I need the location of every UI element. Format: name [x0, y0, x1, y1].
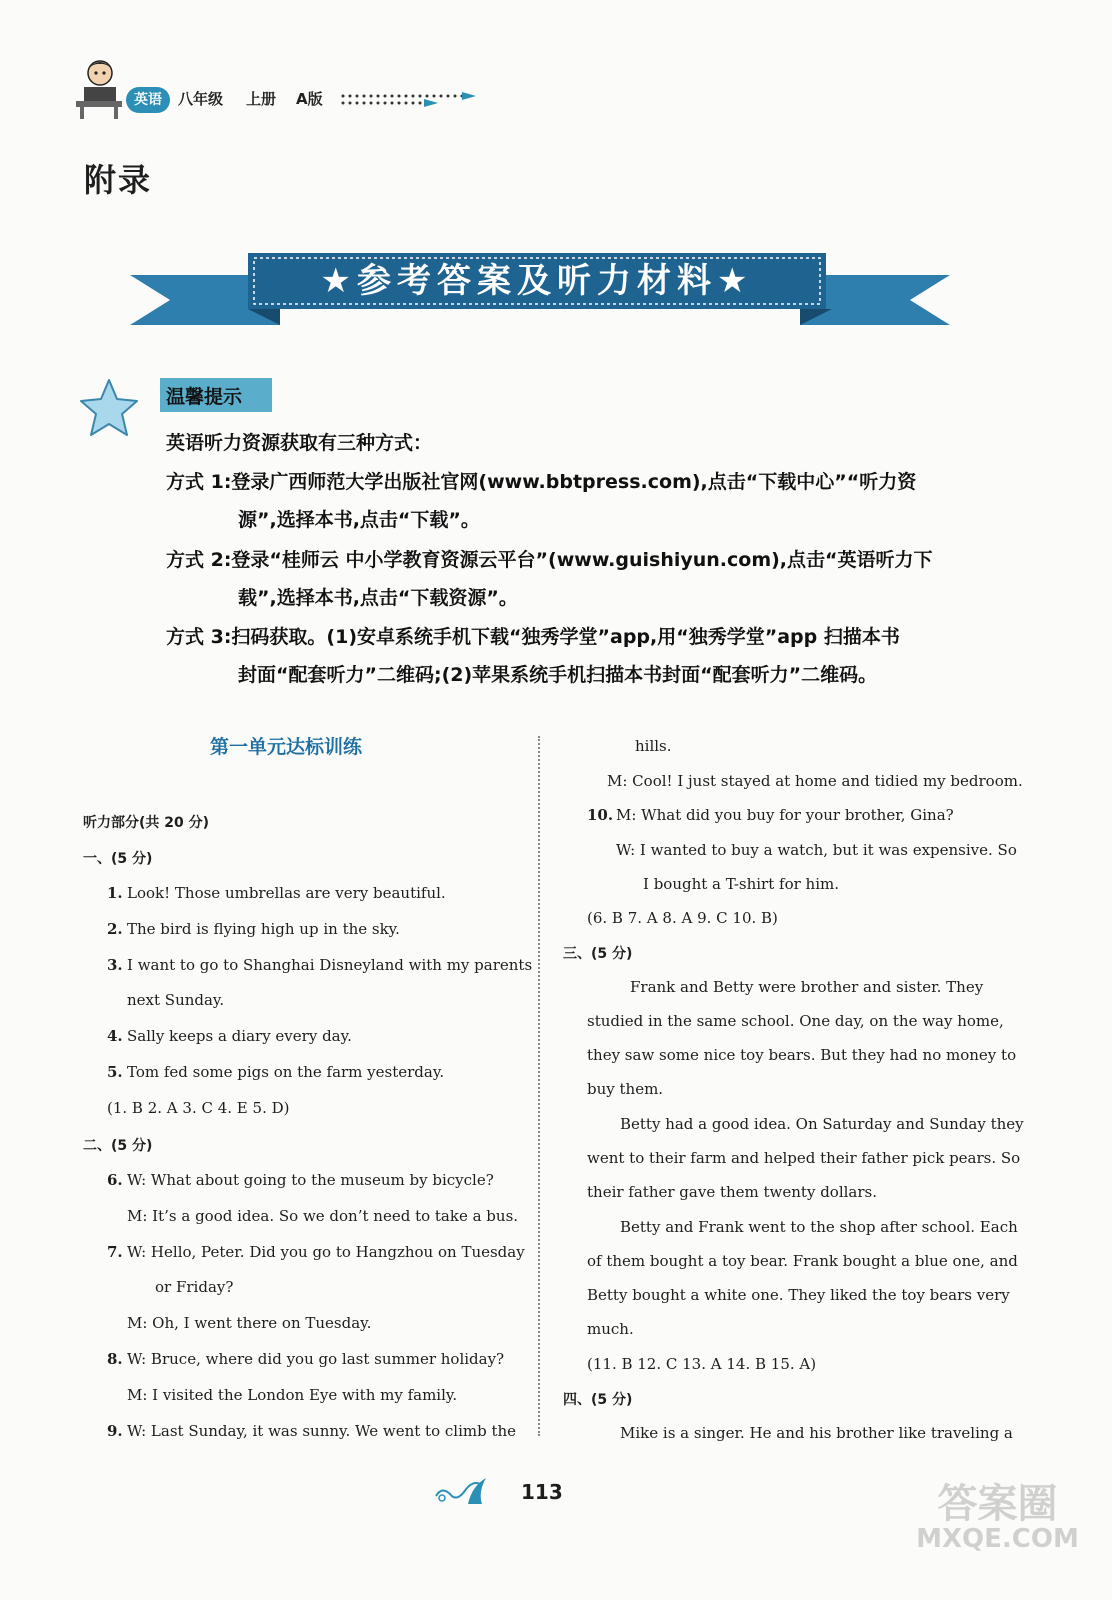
question-number: 1.: [107, 884, 123, 902]
passage-line: they saw some nice toy bears. But they had no money to: [587, 1046, 1017, 1064]
answers-6-10: (6. B 7. A 8. A 9. C 10. B): [587, 909, 778, 927]
grade-label: 八年级: [178, 90, 224, 108]
star-icon: [80, 378, 138, 438]
dialogue-line: M: Cool! I just stayed at home and tidied my bedroom.: [607, 772, 1023, 790]
tip-label: 温馨提示: [166, 386, 243, 408]
swirl-ornament-icon: [432, 1474, 492, 1508]
banner-title: ★参考答案及听力材料★: [320, 261, 754, 301]
watermark-logo: [910, 1472, 1085, 1562]
question-number: 4.: [107, 1027, 123, 1045]
passage-line: Mike is a singer. He and his brother like traveling a: [620, 1424, 1013, 1442]
question-text: I want to go to Shanghai Disneyland with my parents: [127, 956, 533, 974]
dialogue-line-cont: or Friday?: [155, 1278, 234, 1296]
method-2: 方式 2:登录“桂师云 中小学教育资源云平台”(www.guishiyun.com),点击“英语听力下: [166, 549, 933, 571]
dialogue-line: M: What did you buy for your brother, Gina?: [616, 806, 954, 824]
passage-line: studied in the same school. One day, on the way home,: [587, 1012, 1004, 1030]
page-header: [70, 55, 530, 125]
question-number: 2.: [107, 920, 123, 938]
passage-line: Betty bought a white one. They liked the toy bears very: [587, 1286, 1010, 1304]
passage-line: Betty and Frank went to the shop after school. Each: [620, 1218, 1018, 1236]
subject-badge: 英语: [126, 87, 170, 113]
dialogue-line-cont: I bought a T-shirt for him.: [643, 875, 839, 893]
section-1-heading: 一、(5 分): [83, 851, 153, 867]
edition-label: A版: [296, 90, 323, 108]
question-text: Look! Those umbrellas are very beautiful.: [127, 884, 446, 902]
question-text: The bird is flying high up in the sky.: [127, 920, 400, 938]
page-number: 113: [521, 1480, 563, 1504]
column-divider: [538, 736, 540, 1436]
passage-line: of them bought a toy bear. Frank bought a blue one, and: [587, 1252, 1018, 1270]
dialogue-line: W: I wanted to buy a watch, but it was expensive. So: [616, 841, 1017, 859]
dialogue-line: W: What about going to the museum by bicycle?: [127, 1171, 494, 1189]
dialogue-line: W: Last Sunday, it was sunny. We went to climb the: [127, 1422, 517, 1440]
listening-heading: 听力部分(共 20 分): [83, 815, 210, 831]
method-2-cont: 载”,选择本书,点击“下载资源”。: [238, 587, 518, 609]
question-number: 7.: [107, 1243, 123, 1261]
method-1: 方式 1:登录广西师范大学出版社官网(www.bbtpress.com),点击“下载中心”“听力资: [166, 471, 917, 493]
volume-label: 上册: [246, 90, 277, 108]
dialogue-line: W: Bruce, where did you go last summer holiday?: [127, 1350, 505, 1368]
watermark-bottom: MXQE.COM: [916, 1524, 1079, 1554]
section-4-heading: 四、(5 分): [563, 1392, 633, 1408]
answers-1-5: (1. B 2. A 3. C 4. E 5. D): [107, 1099, 290, 1117]
section-3-heading: 三、(5 分): [563, 946, 633, 962]
dialogue-line: M: Oh, I went there on Tuesday.: [127, 1314, 372, 1332]
method-3: 方式 3:扫码获取。(1)安卓系统手机下载“独秀学堂”app,用“独秀学堂”app 扫描本书: [166, 626, 900, 648]
question-number: 8.: [107, 1350, 123, 1368]
question-number: 9.: [107, 1422, 123, 1440]
question-text: Tom fed some pigs on the farm yesterday.: [127, 1063, 445, 1081]
unit-title: 第一单元达标训练: [210, 736, 363, 758]
dialogue-line: M: It’s a good idea. So we don’t need to take a bus.: [127, 1207, 519, 1225]
passage-line: their father gave them twenty dollars.: [587, 1183, 878, 1201]
tip-intro: 英语听力资源获取有三种方式：: [166, 432, 433, 454]
dialogue-line: M: I visited the London Eye with my family.: [127, 1386, 458, 1404]
method-1-cont: 源”,选择本书,点击“下载”。: [238, 509, 480, 531]
dialogue-line: W: Hello, Peter. Did you go to Hangzhou on Tuesday: [127, 1243, 525, 1261]
question-number: 5.: [107, 1063, 123, 1081]
student-mascot-icon: [70, 55, 125, 120]
passage-line: Betty had a good idea. On Saturday and Sunday they: [620, 1115, 1024, 1133]
question-number: 3.: [107, 956, 123, 974]
dotted-arrow-icon: [340, 89, 510, 109]
answers-11-15: (11. B 12. C 13. A 14. B 15. A): [587, 1355, 817, 1373]
question-text-cont: next Sunday.: [127, 991, 225, 1009]
passage-line: went to their farm and helped their father pick pears. So: [587, 1149, 1021, 1167]
question-number: 10.: [587, 806, 614, 824]
passage-line: Frank and Betty were brother and sister. They: [630, 978, 984, 996]
section-2-heading: 二、(5 分): [83, 1138, 153, 1154]
appendix-title: 附录: [84, 161, 153, 199]
watermark-top: 答案圈: [937, 1481, 1058, 1527]
passage-line: much.: [587, 1320, 634, 1338]
question-number: 6.: [107, 1171, 123, 1189]
passage-line: buy them.: [587, 1080, 664, 1098]
dialogue-line-cont: hills.: [635, 737, 672, 755]
question-text: Sally keeps a diary every day.: [127, 1027, 352, 1045]
method-3-cont: 封面“配套听力”二维码;(2)苹果系统手机扫描本书封面“配套听力”二维码。: [238, 664, 878, 686]
